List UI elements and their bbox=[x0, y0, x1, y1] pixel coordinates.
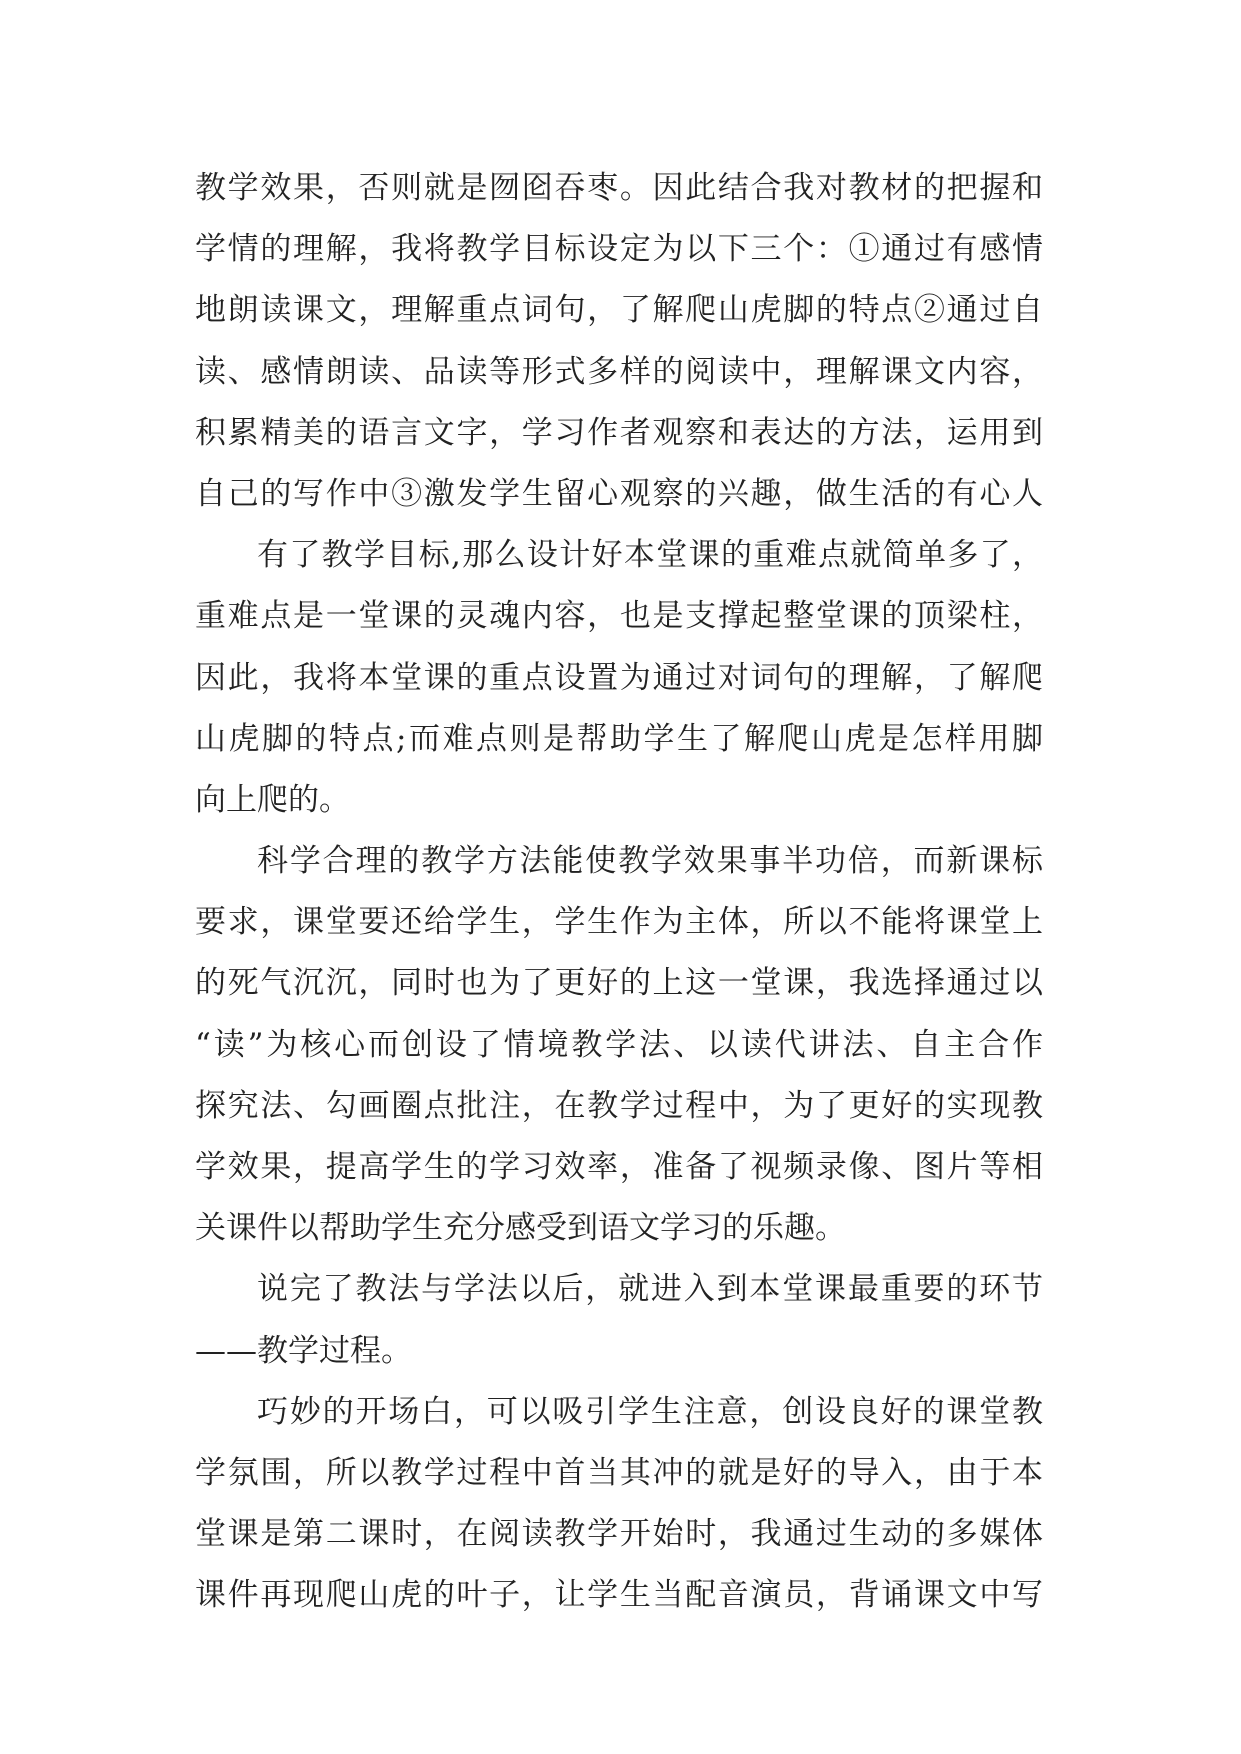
paragraph-2 bbox=[195, 525, 1043, 831]
text-line: 有了教学目标,那么设计好本堂课的重难点就简单多了， bbox=[257, 537, 1043, 574]
text-line: 积累精美的语言文字，学习作者观察和表达的方法，运用到 bbox=[195, 414, 1043, 451]
text-line: 关课件以帮助学生充分感受到语文学习的乐趣。 bbox=[195, 1210, 846, 1247]
text-line: “读”为核心而创设了情境教学法、以读代讲法、自主合作 bbox=[195, 1026, 1043, 1063]
text-line: 因此，我将本堂课的重点设置为通过对词句的理解，了解爬 bbox=[195, 659, 1043, 696]
text-line: 的死气沉沉，同时也为了更好的上这一堂课，我选择通过以 bbox=[195, 965, 1043, 1002]
text-line: 学情的理解，我将教学目标设定为以下三个：①通过有感情 bbox=[195, 231, 1043, 268]
text-line: 堂课是第二课时，在阅读教学开始时，我通过生动的多媒体 bbox=[195, 1516, 1043, 1553]
text-line: 山虎脚的特点;而难点则是帮助学生了解爬山虎是怎样用脚 bbox=[195, 720, 1043, 757]
text-line: ——教学过程。 bbox=[195, 1332, 412, 1369]
text-line: 说完了教法与学法以后，就进入到本堂课最重要的环节 bbox=[257, 1271, 1043, 1308]
paragraph-3 bbox=[195, 831, 1043, 1259]
text-line: 巧妙的开场白，可以吸引学生注意，创设良好的课堂教 bbox=[257, 1393, 1043, 1430]
text-line: 重难点是一堂课的灵魂内容，也是支撑起整堂课的顶梁柱， bbox=[195, 598, 1043, 635]
text-line: 科学合理的教学方法能使教学效果事半功倍，而新课标 bbox=[257, 843, 1043, 880]
paragraph-1 bbox=[195, 158, 1043, 525]
text-line: 探究法、勾画圈点批注，在教学过程中，为了更好的实现教 bbox=[195, 1087, 1043, 1124]
text-line: 地朗读课文，理解重点词句，了解爬山虎脚的特点②通过自 bbox=[195, 292, 1043, 329]
paragraph-4 bbox=[195, 1259, 1043, 1381]
text-line: 教学效果，否则就是囫囵吞枣。因此结合我对教材的把握和 bbox=[195, 170, 1043, 206]
text-line: 要求，课堂要还给学生，学生作为主体，所以不能将课堂上 bbox=[195, 904, 1043, 941]
text-line: 学氛围，所以教学过程中首当其冲的就是好的导入，由于本 bbox=[195, 1454, 1043, 1491]
paragraph-5 bbox=[195, 1382, 1043, 1627]
text-line: 自己的写作中③激发学生留心观察的兴趣，做生活的有心人 bbox=[195, 475, 1043, 512]
text-line: 学效果，提高学生的学习效率，准备了视频录像、图片等相 bbox=[195, 1149, 1043, 1185]
text-line: 读、感情朗读、品读等形式多样的阅读中，理解课文内容， bbox=[195, 353, 1043, 390]
text-line: 向上爬的。 bbox=[195, 781, 350, 818]
document-body bbox=[195, 158, 1043, 1627]
text-line: 课件再现爬山虎的叶子，让学生当配音演员，背诵课文中写 bbox=[195, 1577, 1043, 1614]
